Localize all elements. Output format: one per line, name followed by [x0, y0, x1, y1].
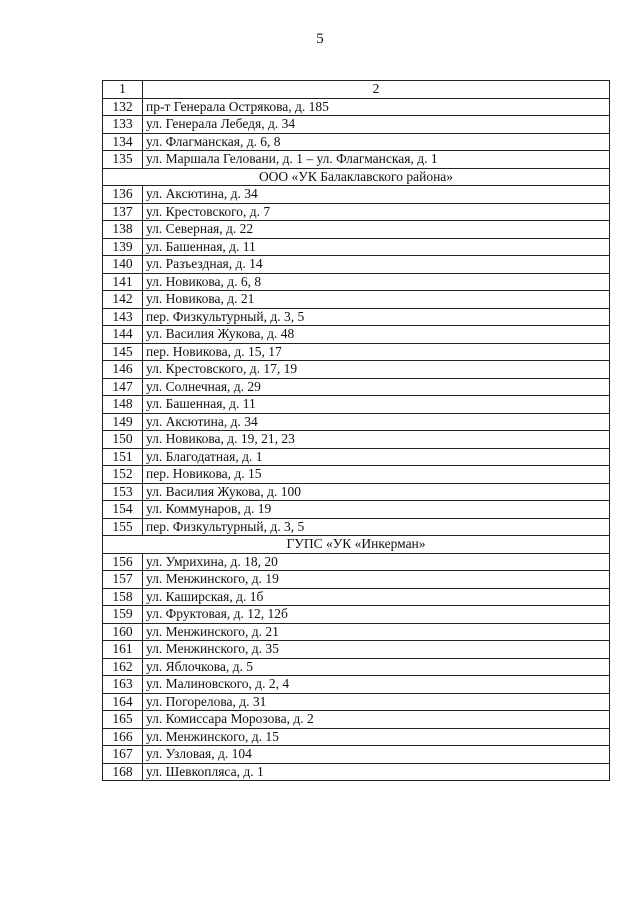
row-number: 140 [103, 256, 143, 274]
table-header-row [103, 81, 610, 99]
row-address: пер. Физкультурный, д. 3, 5 [143, 308, 610, 326]
table-row [103, 431, 610, 449]
row-number: 164 [103, 693, 143, 711]
address-table-body [103, 81, 610, 781]
table-row [103, 763, 610, 781]
row-number: 139 [103, 238, 143, 256]
row-address: пер. Физкультурный, д. 3, 5 [143, 518, 610, 536]
table-row [103, 413, 610, 431]
table-row [103, 238, 610, 256]
table-row [103, 728, 610, 746]
table-row [103, 186, 610, 204]
table-row [103, 291, 610, 309]
row-address: ул. Менжинского, д. 21 [143, 623, 610, 641]
row-number: 147 [103, 378, 143, 396]
row-address: ул. Шевкопляса, д. 1 [143, 763, 610, 781]
table-row [103, 448, 610, 466]
row-number: 148 [103, 396, 143, 414]
table-row [103, 693, 610, 711]
row-number: 143 [103, 308, 143, 326]
group-title: ООО «УК Балаклавского района» [103, 168, 610, 186]
table-row [103, 151, 610, 169]
row-number: 136 [103, 186, 143, 204]
table-row [103, 343, 610, 361]
table-row [103, 518, 610, 536]
row-address: ул. Башенная, д. 11 [143, 238, 610, 256]
row-address: ул. Разъездная, д. 14 [143, 256, 610, 274]
row-number: 158 [103, 588, 143, 606]
page-number: 5 [316, 31, 324, 47]
row-address: пер. Новикова, д. 15, 17 [143, 343, 610, 361]
row-address: ул. Аксютина, д. 34 [143, 186, 610, 204]
row-number: 168 [103, 763, 143, 781]
row-number: 156 [103, 553, 143, 571]
table-row [103, 641, 610, 659]
row-address: ул. Маршала Геловани, д. 1 – ул. Флагманская, д. 1 [143, 151, 610, 169]
row-address: ул. Малиновского, д. 2, 4 [143, 676, 610, 694]
table-row [103, 98, 610, 116]
row-address: ул. Яблочкова, д. 5 [143, 658, 610, 676]
row-number: 142 [103, 291, 143, 309]
row-number: 160 [103, 623, 143, 641]
row-number: 132 [103, 98, 143, 116]
row-address: ул. Умрихина, д. 18, 20 [143, 553, 610, 571]
table-row [103, 326, 610, 344]
row-address: ул. Новикова, д. 21 [143, 291, 610, 309]
table-row [103, 588, 610, 606]
group-header-row [103, 168, 610, 186]
header-col-address: 2 [143, 81, 610, 99]
header-col-number: 1 [103, 81, 143, 99]
row-address: ул. Генерала Лебедя, д. 34 [143, 116, 610, 134]
row-number: 152 [103, 466, 143, 484]
row-number: 153 [103, 483, 143, 501]
group-title: ГУПС «УК «Инкерман» [103, 536, 610, 554]
row-address: ул. Крестовского, д. 17, 19 [143, 361, 610, 379]
row-number: 144 [103, 326, 143, 344]
row-address: ул. Башенная, д. 11 [143, 396, 610, 414]
row-number: 135 [103, 151, 143, 169]
table-row [103, 658, 610, 676]
row-address: ул. Аксютина, д. 34 [143, 413, 610, 431]
table-row [103, 203, 610, 221]
table-row [103, 711, 610, 729]
row-number: 154 [103, 501, 143, 519]
address-table [102, 80, 610, 781]
row-address: ул. Василия Жукова, д. 48 [143, 326, 610, 344]
row-number: 138 [103, 221, 143, 239]
row-address: ул. Каширская, д. 1б [143, 588, 610, 606]
row-number: 155 [103, 518, 143, 536]
row-number: 150 [103, 431, 143, 449]
table-row [103, 273, 610, 291]
row-address: ул. Менжинского, д. 19 [143, 571, 610, 589]
table-row [103, 256, 610, 274]
row-number: 146 [103, 361, 143, 379]
row-number: 167 [103, 746, 143, 764]
row-address: ул. Менжинского, д. 35 [143, 641, 610, 659]
row-address: ул. Комиссара Морозова, д. 2 [143, 711, 610, 729]
table-row [103, 571, 610, 589]
row-address: ул. Василия Жукова, д. 100 [143, 483, 610, 501]
table-row [103, 623, 610, 641]
table-row [103, 308, 610, 326]
row-number: 162 [103, 658, 143, 676]
row-number: 166 [103, 728, 143, 746]
row-number: 133 [103, 116, 143, 134]
row-address: ул. Погорелова, д. 31 [143, 693, 610, 711]
row-number: 141 [103, 273, 143, 291]
row-address: ул. Новикова, д. 19, 21, 23 [143, 431, 610, 449]
row-address: ул. Крестовского, д. 7 [143, 203, 610, 221]
row-address: ул. Благодатная, д. 1 [143, 448, 610, 466]
table-row [103, 396, 610, 414]
group-header-row [103, 536, 610, 554]
table-row [103, 553, 610, 571]
table-row [103, 483, 610, 501]
row-address: ул. Новикова, д. 6, 8 [143, 273, 610, 291]
row-number: 149 [103, 413, 143, 431]
row-number: 151 [103, 448, 143, 466]
row-number: 145 [103, 343, 143, 361]
row-number: 157 [103, 571, 143, 589]
row-number: 165 [103, 711, 143, 729]
table-row [103, 676, 610, 694]
table-row [103, 746, 610, 764]
row-number: 134 [103, 133, 143, 151]
table-row [103, 133, 610, 151]
table-row [103, 466, 610, 484]
row-address: ул. Северная, д. 22 [143, 221, 610, 239]
row-address: пер. Новикова, д. 15 [143, 466, 610, 484]
table-row [103, 501, 610, 519]
table-row [103, 606, 610, 624]
row-address: ул. Фруктовая, д. 12, 12б [143, 606, 610, 624]
table-row [103, 378, 610, 396]
row-address: ул. Флагманская, д. 6, 8 [143, 133, 610, 151]
table-row [103, 221, 610, 239]
row-number: 159 [103, 606, 143, 624]
table-row [103, 116, 610, 134]
row-number: 163 [103, 676, 143, 694]
table-row [103, 361, 610, 379]
row-number: 161 [103, 641, 143, 659]
row-address: ул. Менжинского, д. 15 [143, 728, 610, 746]
row-address: ул. Узловая, д. 104 [143, 746, 610, 764]
row-address: пр-т Генерала Острякова, д. 185 [143, 98, 610, 116]
row-address: ул. Коммунаров, д. 19 [143, 501, 610, 519]
row-address: ул. Солнечная, д. 29 [143, 378, 610, 396]
row-number: 137 [103, 203, 143, 221]
